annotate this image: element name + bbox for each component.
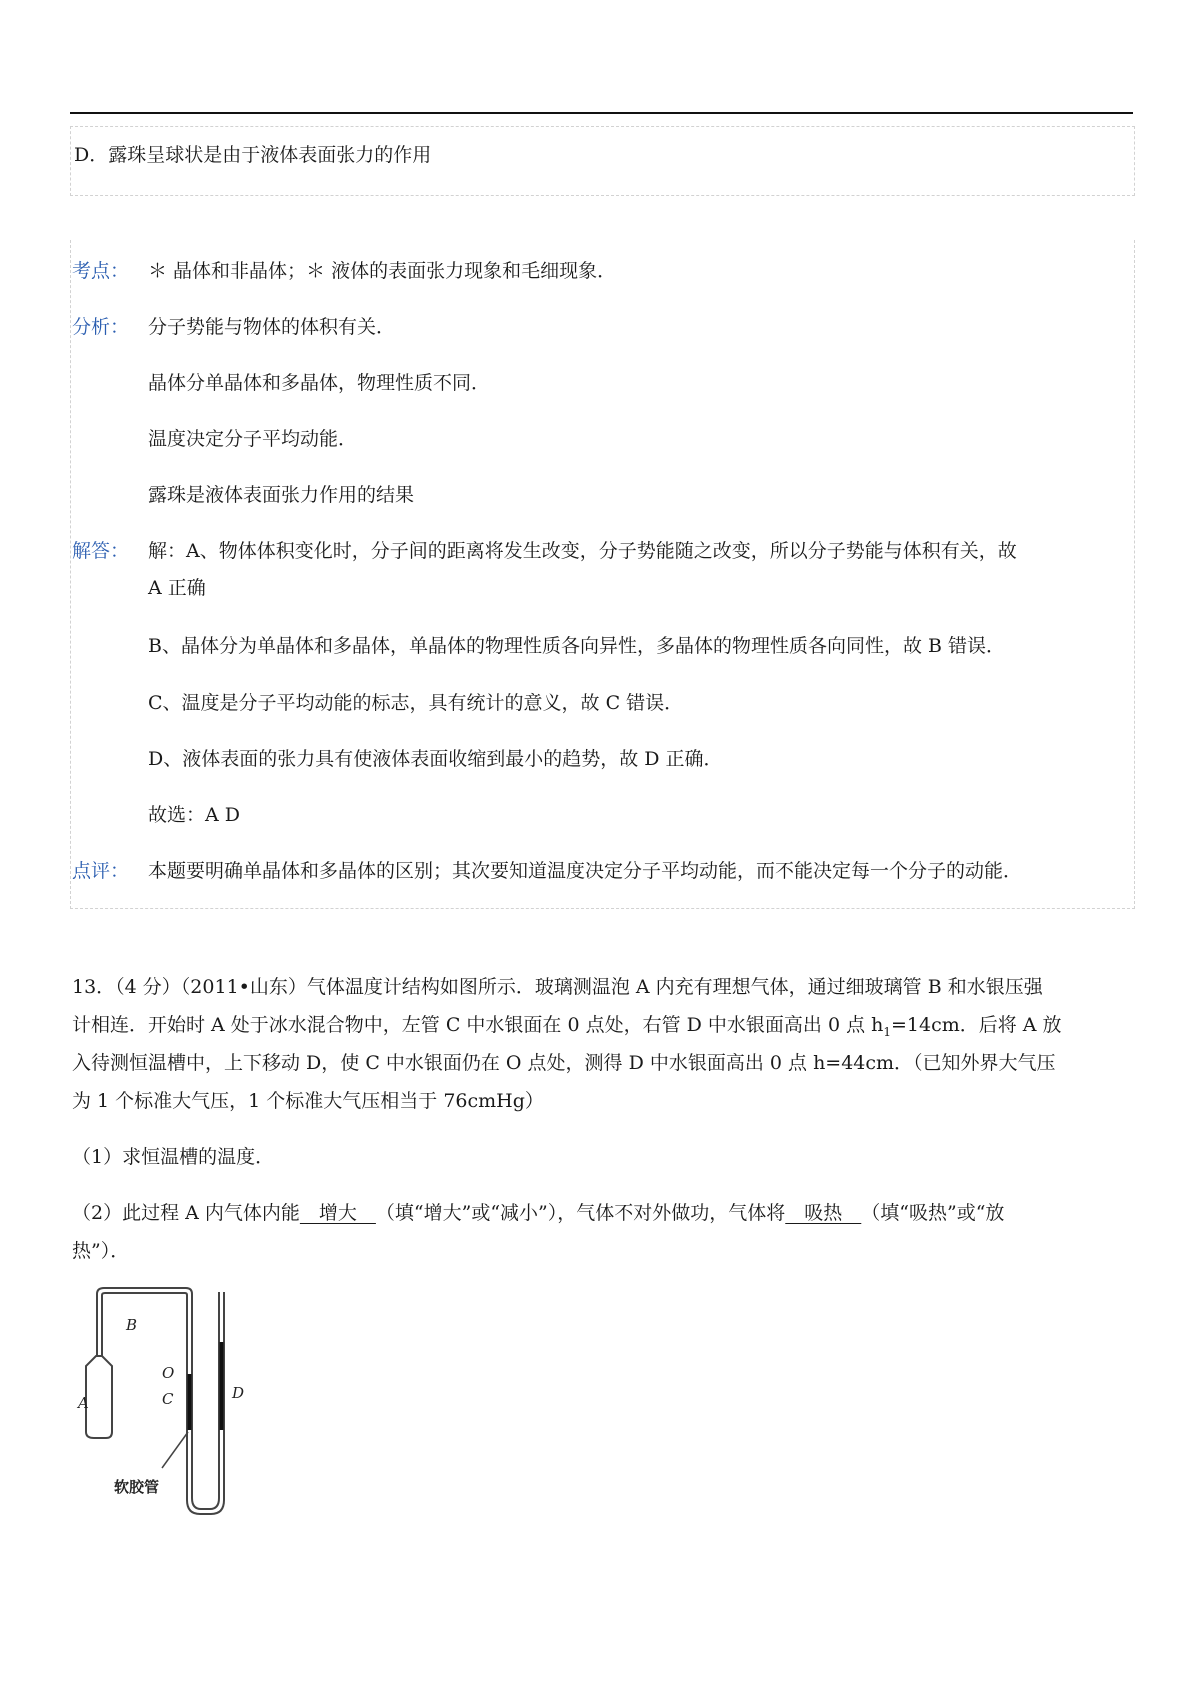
label-c: C (162, 1390, 174, 1408)
jieda-line: B、晶体分为单晶体和多晶体，单晶体的物理性质各向异性，多晶体的物理性质各向同性，故 B 错误． (148, 635, 1006, 657)
label-d: D (232, 1384, 245, 1402)
fenxi-line: 露珠是液体表面张力作用的结果 (148, 484, 415, 506)
jieda-line: 解：A、物体体积变化时，分子间的距离将发生改变，分子势能随之改变，所以分子势能与体积有关，故 (148, 540, 1017, 562)
fenxi-label: 分析： (72, 316, 130, 338)
question-line: 入待测恒温槽中，上下移动 D，使 C 中水银面仍在 O 点处，测得 D 中水银面高出 0 点 h=44cm．（已知外界大气压 (72, 1052, 1056, 1074)
jieda-line: C、温度是分子平均动能的标志，具有统计的意义，故 C 错误． (148, 692, 684, 714)
thermometer-diagram (70, 1282, 270, 1522)
label-o: O (162, 1364, 175, 1382)
question-part-2: （2）此过程 A 内气体内能 增大 （填“增大”或“减小”），气体不对外做功，气体将 吸热 （填“吸热”或“放 (72, 1198, 1004, 1225)
fenxi-line: 晶体分单晶体和多晶体，物理性质不同． (148, 372, 491, 394)
question-line: 计相连．开始时 A 处于冰水混合物中，左管 C 中水银面在 0 点处，右管 D 中水银面高出 0 点 $h_1=14cm$．后将 A 放 (72, 1014, 1062, 1039)
kaodian-label: 考点： (72, 260, 130, 282)
dianping-label: 点评： (72, 860, 130, 882)
question-part-2-cont: 热”）． (72, 1240, 130, 1262)
kaodian-text: ＊ 晶体和非晶体；＊ 液体的表面张力现象和毛细现象． (148, 260, 617, 282)
question-part-1: （1）求恒温槽的温度． (72, 1146, 275, 1168)
question-line: 为 1 个标准大气压，1 个标准大气压相当于 76cmHg） (72, 1090, 544, 1112)
option-d: D．露珠呈球状是由于液体表面张力的作用 (74, 144, 432, 166)
jieda-line: D、液体表面的张力具有使液体表面收缩到最小的趋势，故 D 正确． (148, 748, 723, 770)
header-rule (70, 112, 1133, 114)
label-hose: 软胶管 (114, 1478, 160, 1496)
label-a: A (78, 1394, 89, 1412)
answer-blank-2: 吸热 (785, 1202, 862, 1224)
jieda-line: A 正确 (148, 577, 206, 599)
label-b: B (126, 1316, 138, 1334)
jieda-label: 解答： (72, 540, 130, 562)
fenxi-line: 分子势能与物体的体积有关． (148, 316, 396, 338)
jieda-line: 故选：A D (148, 804, 240, 826)
answer-blank-1: 增大 (299, 1202, 376, 1224)
question-line: 13．（4 分）（2011•山东）气体温度计结构如图所示．玻璃测温泡 A 内充有理想气体，通过细玻璃管 B 和水银压强 (72, 976, 1043, 998)
dianping-text: 本题要明确单晶体和多晶体的区别；其次要知道温度决定分子平均动能，而不能决定每一个分子的动能． (148, 860, 1023, 882)
fenxi-line: 温度决定分子平均动能． (148, 428, 358, 450)
